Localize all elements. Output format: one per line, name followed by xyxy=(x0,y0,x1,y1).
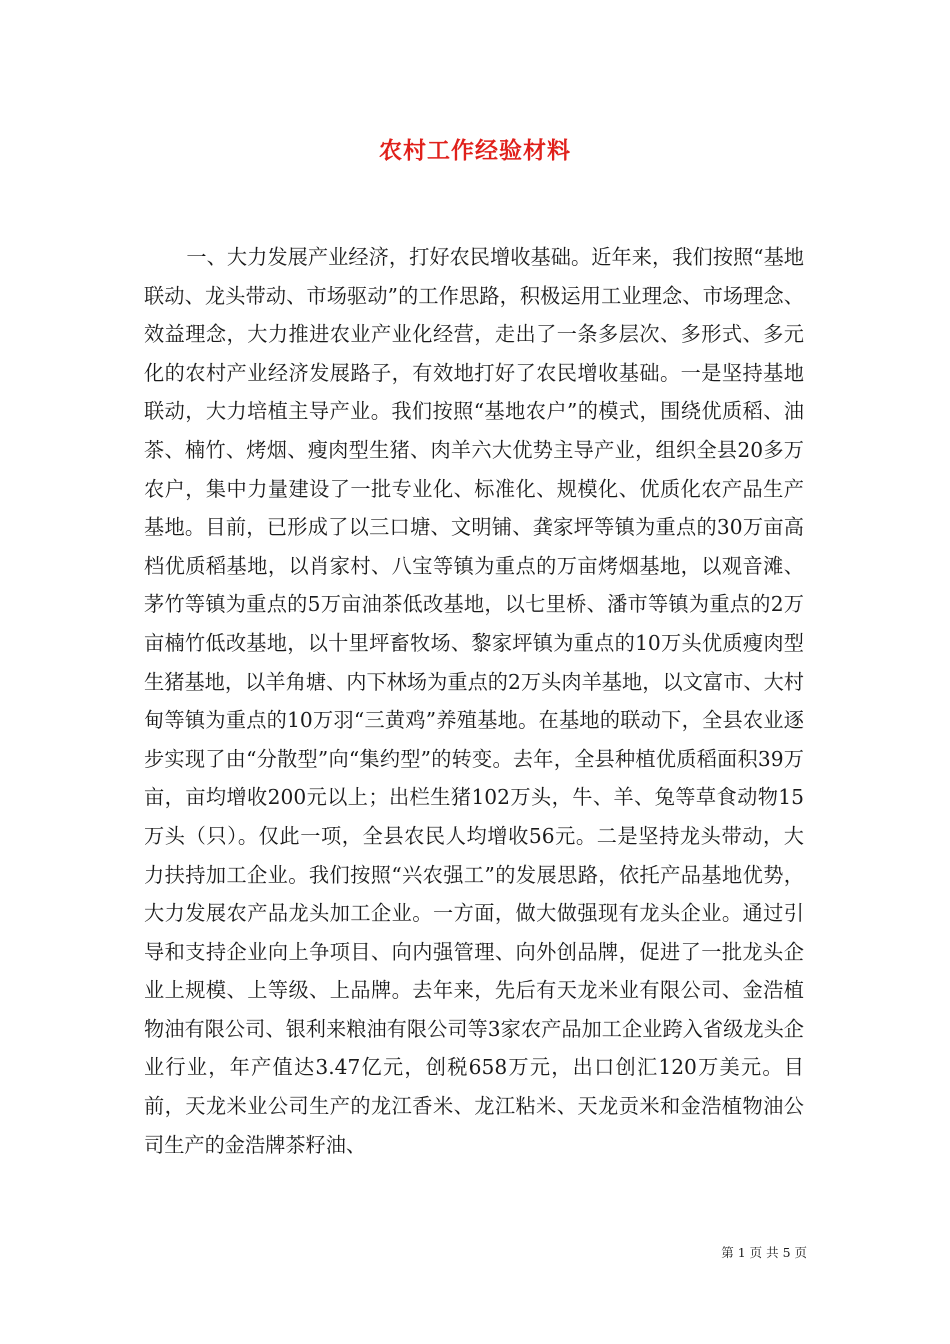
document-title: 农村工作经验材料 xyxy=(379,137,571,164)
body-paragraph: 一、大力发展产业经济，打好农民增收基础。近年来，我们按照“基地联动、龙头带动、市场驱动”的工作思路，积极运用工业理念、市场理念、效益理念，大力推进农业产业化经营，走出了一条多层次、多形式、多元化的农村产业经济发展路子，有效地打好了农民增收基础。一是坚持基地联动，大力培植主导产业。我们按照“基地农户”的模式，围绕优质稻、油茶、楠竹、烤烟、瘦肉型生猪、肉羊六大优势主导产业，组织全县20多万农户，集中力量建设了一批专业化、标准化、规模化、优质化农产品生产基地。目前，已形成了以三口塘、文明铺、龚家坪等镇为重点的30万亩高档优质稻基地，以肖家村、八宝等镇为重点的万亩烤烟基地，以观音滩、茅竹等镇为重点的5万亩油茶低改基地，以七里桥、潘市等镇为重点的2万亩楠竹低改基地，以十里坪畜牧场、黎家坪镇为重点的10万头优质瘦肉型生猪基地，以羊角塘、内下林场为重点的2万头肉羊基地，以文富市、大村甸等镇为重点的10万羽“三黄鸡”养殖基地。在基地的联动下，全县农业逐步实现了由“分散型”向“集约型”的转变。去年，全县种植优质稻面积39万亩，亩均增收200元以上；出栏生猪102万头，牛、羊、兔等草食动物15万头（只）。仅此一项，全县农民人均增收56元。二是坚持龙头带动，大力扶持加工企业。我们按照“兴农强工”的发展思路，依托产品基地优势，大力发展农产品龙头加工企业。一方面，做大做强现有龙头企业。通过引导和支持企业向上争项目、向内强管理、向外创品牌，促进了一批龙头企业上规模、上等级、上品牌。去年来，先后有天龙米业有限公司、金浩植物油有限公司、银利来粮油有限公司等3家农产品加工企业跨入省级龙头企业行业，年产值达3.47亿元，创税658万元，出口创汇120万美元。目前，天龙米业公司生产的龙江香米、龙江粘米、天龙贡米和金浩植物油公司生产的金浩牌茶籽油、 xyxy=(144,245,804,1157)
page-number: 第 1 页 共 5 页 xyxy=(721,1245,807,1260)
